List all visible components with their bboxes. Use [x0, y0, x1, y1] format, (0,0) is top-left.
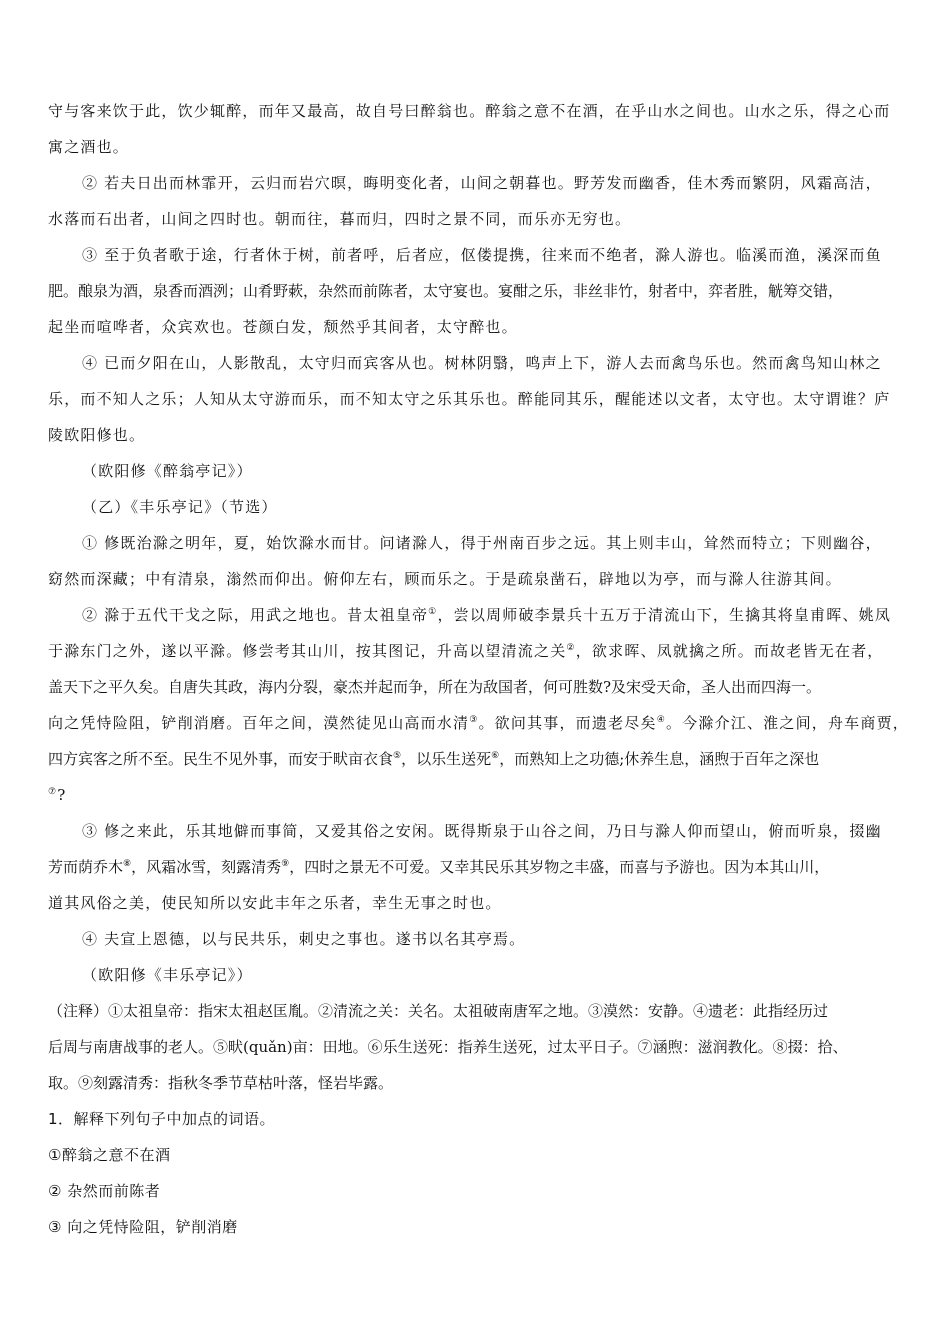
footnote-marker: ⑥: [491, 751, 500, 761]
text-segment: 四方宾客之所不至。民生不见外事，而安于畎亩衣食: [48, 750, 394, 768]
paragraph-2-line: 盖天下之平久矣。自唐失其政，海内分裂，豪杰并起而争，所在为敌国者，何可胜数?及宋受天命，圣人出而四海一。: [48, 678, 822, 696]
text-segment: 。今滁介江、淮之间，舟车商贾，: [665, 714, 909, 732]
source-citation: （欧阳修《丰乐亭记》）: [82, 966, 253, 984]
footnote-marker: ④: [656, 715, 666, 725]
text-segment: ，四时之景无不可爱。又幸其民乐其岁物之丰盛，而喜与予游也。因为本其山川，: [289, 858, 830, 876]
paragraph-3-line: ③ 修之来此，乐其地僻而事简，又爱其俗之安闲。既得斯泉于山谷之间，乃日与滁人仰而望山，俯而听泉，掇幽: [82, 822, 882, 840]
passage-heading: （乙）《丰乐亭记》（节选）: [82, 498, 278, 516]
paragraph-4-line: 陵欧阳修也。: [48, 426, 146, 444]
paragraph-3-line: ③ 至于负者歌于途，行者休于树，前者呼，后者应，伛偻提携，往来而不绝者，滁人游也。临溪而渔，溪深而鱼: [82, 246, 882, 264]
question-stem: 1．解释下列句子中加点的词语。: [48, 1110, 276, 1128]
paragraph-2-line: 水落而石出者，山间之四时也。朝而往，暮而归，四时之景不同，而乐亦无穷也。: [48, 210, 632, 228]
text-line: 守与客来饮于此，饮少辄醉，而年又最高，故自号曰醉翁也。醉翁之意不在酒，在乎山水之间也。山水之乐，得之心而: [48, 102, 891, 120]
footnote-marker: ②: [566, 643, 576, 653]
paragraph-3-line: 道其风俗之美，使民知所以安此丰年之乐者，幸生无事之时也。: [48, 894, 502, 912]
footnote-marker: ⑧: [123, 859, 132, 869]
text-segment: ，而熟知上之功德;休养生息，涵煦于百年之深也: [499, 750, 820, 768]
paragraph-4-line: 乐，而不知人之乐；人知从太守游而乐，而不知太守之乐其乐也。醉能同其乐，醒能述以文者，太守也。太守谓谁？庐: [48, 390, 891, 408]
paragraph-2-line: [48, 780, 908, 816]
paragraph-1-line: ① 修既治滁之明年，夏，始饮滁水而甘。问诸滁人，得于州南百步之远。其上则丰山，耸然而特立；下则幽谷，: [82, 534, 882, 552]
paragraph-2-line: ② 若夫日出而林霏开，云归而岩穴暝，晦明变化者，山间之朝暮也。野芳发而幽香，佳木秀而繁阴，风霜高洁，: [82, 174, 882, 192]
paragraph-4-line: ④ 夫宣上恩德，以与民共乐，刺史之事也。遂书以名其亭焉。: [82, 930, 526, 948]
question-item: ①醉翁之意不在酒: [48, 1146, 171, 1164]
text-segment: 芳而荫乔木: [48, 858, 124, 876]
paragraph-3-line: 肥。酿泉为酒，泉香而酒洌；山肴野蔌，杂然而前陈者，太守宴也。宴酣之乐，非丝非竹，射者中，弈者胜，觥筹交错，: [48, 282, 844, 300]
source-citation: （欧阳修《醉翁亭记》）: [82, 462, 253, 480]
paragraph-3-line: 起坐而喧哗者，众宾欢也。苍颜白发，颓然乎其间者，太守醉也。: [48, 318, 518, 336]
paragraph-2-line: [48, 636, 908, 672]
text-segment: ，尝以周师破李景兵十五万于清流山下，生擒其将皇甫晖、姚凤: [437, 606, 892, 624]
footnote-marker: ③: [469, 715, 479, 725]
paragraph-2-line: [48, 744, 908, 780]
footnote-marker: ⑤: [393, 751, 402, 761]
footnote-marker: ⑨: [281, 859, 290, 869]
question-item: ② 杂然而前陈者: [48, 1182, 161, 1200]
text-segment: ?: [57, 786, 67, 804]
question-item: ③ 向之凭恃险阻，铲削消磨: [48, 1218, 238, 1236]
note-line: 取。⑨刻露清秀：指秋冬季节草枯叶落，怪岩毕露。: [48, 1074, 394, 1092]
text-line: 寓之酒也。: [48, 138, 130, 156]
paragraph-2-line: [48, 600, 908, 636]
paragraph-1-line: 窈然而深藏；中有清泉，滃然而仰出。俯仰左右，顾而乐之。于是疏泉凿石，辟地以为亭，而与滁人往游其间。: [48, 570, 842, 588]
footnote-marker: ①: [428, 607, 438, 617]
text-segment: 。欲问其事，而遗老尽矣: [478, 714, 657, 732]
text-segment: 向之凭恃险阻，铲削消磨。百年之间，漠然徒见山高而水清: [48, 714, 470, 732]
text-segment: ，以乐生送死: [401, 750, 492, 768]
passage-yi: [48, 492, 908, 996]
footnote-marker: ⑦: [48, 787, 58, 797]
question-1: [48, 1104, 908, 1248]
note-line: 后周与南唐战事的老人。⑤畎(quǎn)亩：田地。⑥乐生送死：指养生送死，过太平日子。⑦涵煦：滋润教化。⑧掇：拾、: [48, 1038, 848, 1056]
text-segment: ，风霜冰雪，刻露清秀: [131, 858, 282, 876]
paragraph-2-line: [48, 708, 908, 744]
text-segment: ，欲求晖、凤就擒之所。而故老皆无在者，: [575, 642, 884, 660]
annotations: [48, 996, 908, 1104]
passage-jia: [48, 96, 908, 492]
note-line: （注释）①太祖皇帝：指宋太祖赵匡胤。②清流之关：关名。太祖破南唐军之地。③漠然：安静。④遗老：此指经历过: [48, 1002, 829, 1020]
text-segment: 于滁东门之外，遂以平滁。修尝考其山川，按其图记，升高以望清流之关: [48, 642, 567, 660]
paragraph-3-line: [48, 852, 908, 888]
document-page: [48, 96, 908, 1248]
paragraph-4-line: ④ 已而夕阳在山，人影散乱，太守归而宾客从也。树林阴翳，鸣声上下，游人去而禽鸟乐也。然而禽鸟知山林之: [82, 354, 882, 372]
text-segment: ② 滁于五代干戈之际，用武之地也。昔太祖皇帝: [82, 606, 429, 624]
